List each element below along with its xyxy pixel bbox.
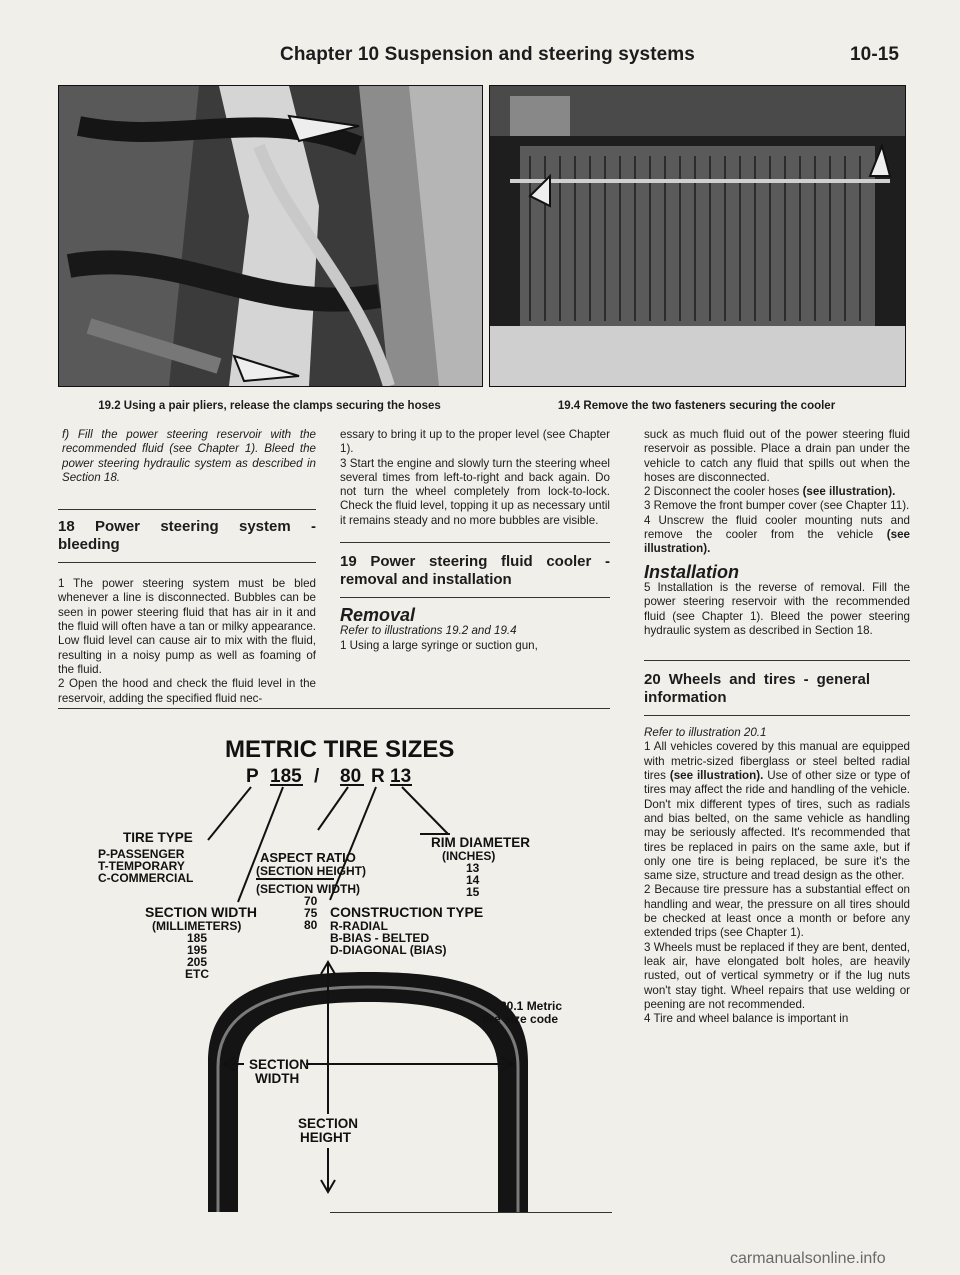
section-width-185: 185	[187, 931, 208, 945]
section-20-refer: Refer to illustration 20.1	[644, 726, 767, 740]
photo-power-steering-hoses	[58, 85, 483, 387]
rim-diameter-label: RIM DIAMETER	[431, 835, 530, 850]
section-19-para-3: 3 Remove the front bumper cover (see Chapter 11).	[644, 499, 910, 513]
photo-power-steering-cooler	[489, 85, 906, 387]
see-illustration-link: (see illustration).	[802, 485, 896, 499]
rim-units: (INCHES)	[442, 849, 496, 863]
section-width-arrow-label-1: SECTION	[249, 1057, 310, 1072]
section-19-para-5: 5 Installation is the reverse of removal. Fill the power steering reservoir with the recommended fluid (see Chapter 1). Bleed the power steering hydraulic system as described in Section 18.	[644, 580, 910, 637]
construction-diagonal: D-DIAGONAL (BIAS)	[330, 943, 447, 957]
tire-type-p: P-PASSENGER	[98, 847, 185, 861]
section-height-label-1: SECTION	[298, 1116, 359, 1131]
construction-type-label: CONSTRUCTION TYPE	[330, 904, 484, 920]
caption-19-2: 19.2 Using a pair pliers, release the clamps securing the hoses	[98, 400, 441, 412]
aspect-section-height: (SECTION HEIGHT)	[256, 864, 366, 878]
tire-type-c: C-COMMERCIAL	[98, 871, 194, 885]
section-18-para-3: 3 Start the engine and slowly turn the steering wheel several times from left-to-right and back again. Do not turn the wheel completely from lock-to-lock. Check the fluid level, topping it up as necessary until it remains steady and no more bubbles are visible.	[340, 456, 610, 527]
section-20-para-1a: 1 All vehicles covered by this manual are equipped with metric-sized fiberglass or steel belted radial tires	[644, 740, 910, 783]
see-illustration-link-3: (see illustration).	[669, 769, 764, 783]
column-2-bottom-rule	[330, 1212, 612, 1213]
section-width-label: SECTION WIDTH	[145, 904, 257, 920]
figure-top-rule	[58, 708, 610, 709]
section-width-195: 195	[187, 943, 208, 957]
rim-value-14: 14	[466, 873, 480, 887]
page-number: 10-15	[850, 44, 900, 65]
section-18-heading: 18 Power steering system - bleeding	[58, 518, 316, 554]
caption-19-4: 19.4 Remove the two fasteners securing the cooler	[557, 400, 836, 412]
aspect-value-80: 80	[304, 918, 318, 932]
figure-caption-line-2: tire size code	[482, 1012, 559, 1026]
aspect-value-70: 70	[304, 894, 318, 908]
section-19-para-4: 4 Unscrew the fluid cooler mounting nuts and remove the cooler from the vehicle	[644, 513, 910, 542]
rim-value-15: 15	[466, 885, 480, 899]
page-title: Chapter 10 Suspension and steering systems	[280, 44, 695, 65]
tire-type-label: TIRE TYPE	[123, 830, 193, 845]
column-2	[340, 428, 610, 653]
section-19-para-2: 2 Disconnect the cooler hoses	[644, 485, 800, 499]
tire-type-t: T-TEMPORARY	[98, 859, 185, 873]
step-f: f) Fill the power steering reservoir with the recommended fluid (see Chapter 1). Bleed the power steering hydraulic system as described in Section 18.	[62, 428, 316, 484]
figure-caption-line-1: 20.1 Metric	[500, 999, 563, 1013]
aspect-value-75: 75	[304, 906, 318, 920]
section-18-para-2-cont: essary to bring it up to the proper level (see Chapter 1).	[340, 428, 610, 456]
tire-cross-section	[208, 972, 528, 1212]
section-18-para-2: 2 Open the hood and check the fluid level in the reservoir, adding the specified fluid nec-	[58, 677, 316, 705]
code-slash: /	[314, 766, 320, 787]
watermark: carmanualsonline.info	[730, 1250, 886, 1267]
column-3	[644, 428, 910, 1026]
section-20-para-3: 3 Wheels must be replaced if they are bent, dented, leak air, have elongated bolt holes, are heavily rusted, out of vertical symmetry or if the lug nuts won't stay tight. Wheel repairs that use welding or peening are not recommended.	[644, 940, 910, 1011]
code-185: 185	[270, 766, 302, 787]
section-20-heading: 20 Wheels and tires - general information	[644, 671, 870, 707]
section-19-para-1-cont: suck as much fluid out of the power steering fluid reservoir as possible. Place a drain pan under the vehicle to catch any fluid that spills out when the hoses are disconnected.	[644, 428, 910, 484]
code-13: 13	[390, 766, 412, 787]
section-19-heading: 19 Power steering fluid cooler - removal and installation	[340, 553, 610, 589]
section-18-para-1: 1 The power steering system must be bled whenever a line is disconnected. Bubbles can be seen in power steering fluid that has air in it and the fluid will often have a tan or milky appearance. Low fluid level can cause air to mix with the fluid, resulting in a noisy pump as well as foaming of the fluid.	[58, 577, 316, 676]
construction-radial: R-RADIAL	[330, 919, 388, 933]
removal-para-1: 1 Using a large syringe or suction gun,	[340, 638, 538, 652]
aspect-section-width: (SECTION WIDTH)	[256, 882, 360, 896]
section-20-para-2: 2 Because tire pressure has a substantial effect on handling and wear, the pressure on all tires should be checked at least once a month or before any extended trips (see Chapter 1).	[644, 883, 910, 940]
column-1	[58, 428, 316, 706]
aspect-ratio-label: ASPECT RATIO	[260, 850, 356, 865]
removal-refer: Refer to illustrations 19.2 and 19.4	[340, 624, 517, 638]
section-width-205: 205	[187, 955, 208, 969]
section-20-para-4: 4 Tire and wheel balance is important in	[644, 1012, 849, 1026]
section-width-etc: ETC	[185, 967, 209, 981]
section-20-para-1c: Use of other size or type of tires may affect the ride and handling of the vehicle. Don't mix different types of tires, such as radials and bias belted, on the same vehicle as handling may be seriously affected. It's recommended that tires be replaced in pairs on the same axle, but if only one tire is being replaced, be sure it's the same size, structure and tread design as the other.	[644, 769, 910, 883]
installation-heading: Installation	[644, 561, 740, 582]
see-illustration-link-2: (see illustration).	[644, 528, 910, 556]
code-r: R	[371, 766, 385, 787]
code-80: 80	[340, 766, 362, 787]
rim-value-13: 13	[466, 861, 480, 875]
tire-title: METRIC TIRE SIZES	[225, 736, 455, 763]
section-width-arrow-label-2: WIDTH	[255, 1071, 300, 1086]
removal-heading: Removal	[340, 605, 416, 626]
construction-bias-belted: B-BIAS - BELTED	[330, 931, 430, 945]
section-width-units: (MILLIMETERS)	[152, 919, 242, 933]
section-height-label-2: HEIGHT	[300, 1130, 352, 1145]
code-p: P	[246, 766, 259, 787]
figure-metric-tire-sizes	[58, 712, 618, 1212]
